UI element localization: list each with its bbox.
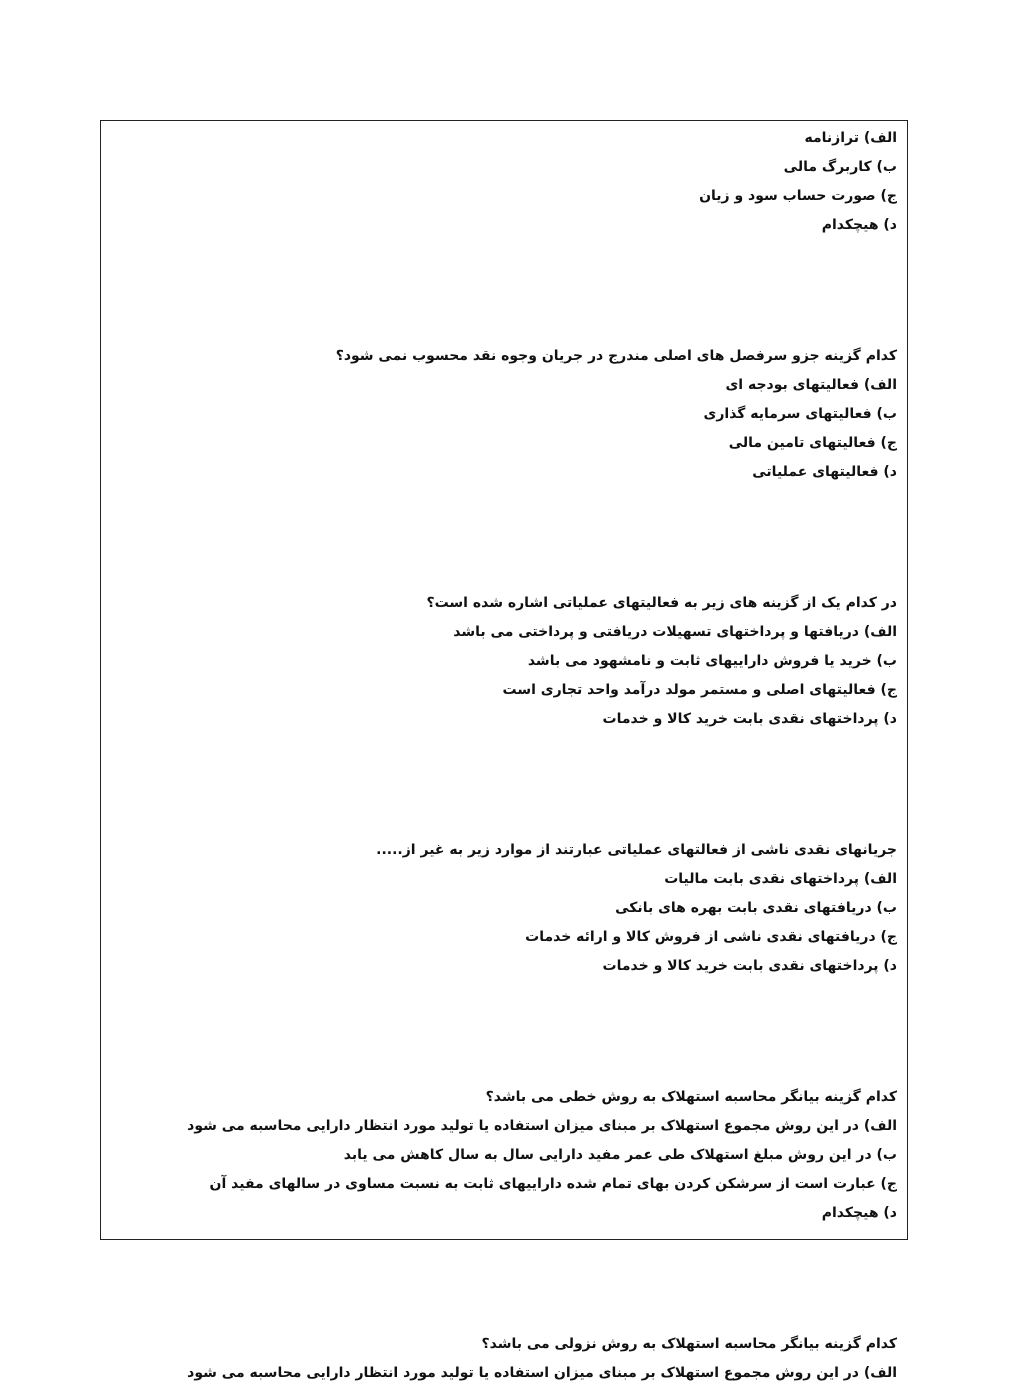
question-text: در کدام یک از گزینه های زیر به فعالیتهای عملیاتی اشاره شده است؟ <box>426 595 897 611</box>
option-line: ب) کاربرگ مالی <box>783 159 897 175</box>
option-line: د) پرداختهای نقدی بابت خرید کالا و خدمات <box>602 711 897 727</box>
option-line: د) هیچکدام <box>821 217 897 233</box>
question-block <box>111 589 897 734</box>
question-block <box>111 836 897 981</box>
question-block <box>111 342 897 487</box>
previous-question-options <box>111 124 897 240</box>
spacer <box>111 734 897 836</box>
page-frame <box>100 120 908 1381</box>
question-block <box>111 1330 897 1388</box>
option-line: د) فعالیتهای عملیاتی <box>752 464 897 480</box>
option-line: ج) دریافتهای نقدی ناشی از فروش کالا و ارائه خدمات <box>525 929 897 945</box>
spacer <box>111 487 897 589</box>
option-line: ب) خرید یا فروش داراییهای ثابت و نامشهود می باشد <box>527 653 897 669</box>
question-text: کدام گزینه بیانگر محاسبه استهلاک به روش خطی می باشد؟ <box>485 1089 897 1105</box>
question-block <box>111 1083 897 1228</box>
option-line: ب) در این روش مبلغ استهلاک طی عمر مفید دارایی سال به سال کاهش می یابد <box>343 1147 897 1163</box>
question-text: جریانهای نقدی ناشی از فعالتهای عملیاتی عبارتند از موارد زیر به غیر از..... <box>376 842 897 858</box>
option-line: الف) پرداختهای نقدی بابت مالیات <box>664 871 897 887</box>
option-line: الف) در این روش مجموع استهلاک بر مبنای میزان استفاده یا تولید مورد انتظار دارایی محاسبه می شود <box>187 1365 897 1381</box>
option-line: ج) صورت حساب سود و زیان <box>699 188 897 204</box>
option-line: د) پرداختهای نقدی بابت خرید کالا و خدمات <box>602 958 897 974</box>
option-line: د) هیچکدام <box>821 1205 897 1221</box>
spacer <box>111 981 897 1083</box>
spacer <box>111 240 897 342</box>
option-line: ج) فعالیتهای تامین مالی <box>728 435 897 451</box>
option-line: الف) ترازنامه <box>804 130 897 146</box>
option-line: ب) فعالیتهای سرمایه گذاری <box>703 406 897 422</box>
spacer <box>111 1228 897 1330</box>
option-line: ب) دریافتهای نقدی بابت بهره های بانکی <box>615 900 897 916</box>
question-text: کدام گزینه بیانگر محاسبه استهلاک به روش نزولی می باشد؟ <box>481 1336 897 1352</box>
option-line: ج) عبارت است از سرشکن کردن بهای تمام شده داراییهای ثابت به نسبت مساوی در سالهای مفید آن <box>209 1176 897 1192</box>
option-line: الف) فعالیتهای بودجه ای <box>725 377 897 393</box>
option-line: الف) دریافتها و پرداختهای تسهیلات دریافتی و پرداختی می باشد <box>453 624 897 640</box>
question-text: کدام گزینه جزو سرفصل های اصلی مندرج در جریان وجوه نقد محسوب نمی شود؟ <box>335 348 897 364</box>
option-line: ج) فعالیتهای اصلی و مستمر مولد درآمد واحد تجاری است <box>502 682 897 698</box>
document-content <box>101 121 907 1388</box>
option-line: الف) در این روش مجموع استهلاک بر مبنای میزان استفاده یا تولید مورد انتظار دارایی محاسبه می شود <box>187 1118 897 1134</box>
